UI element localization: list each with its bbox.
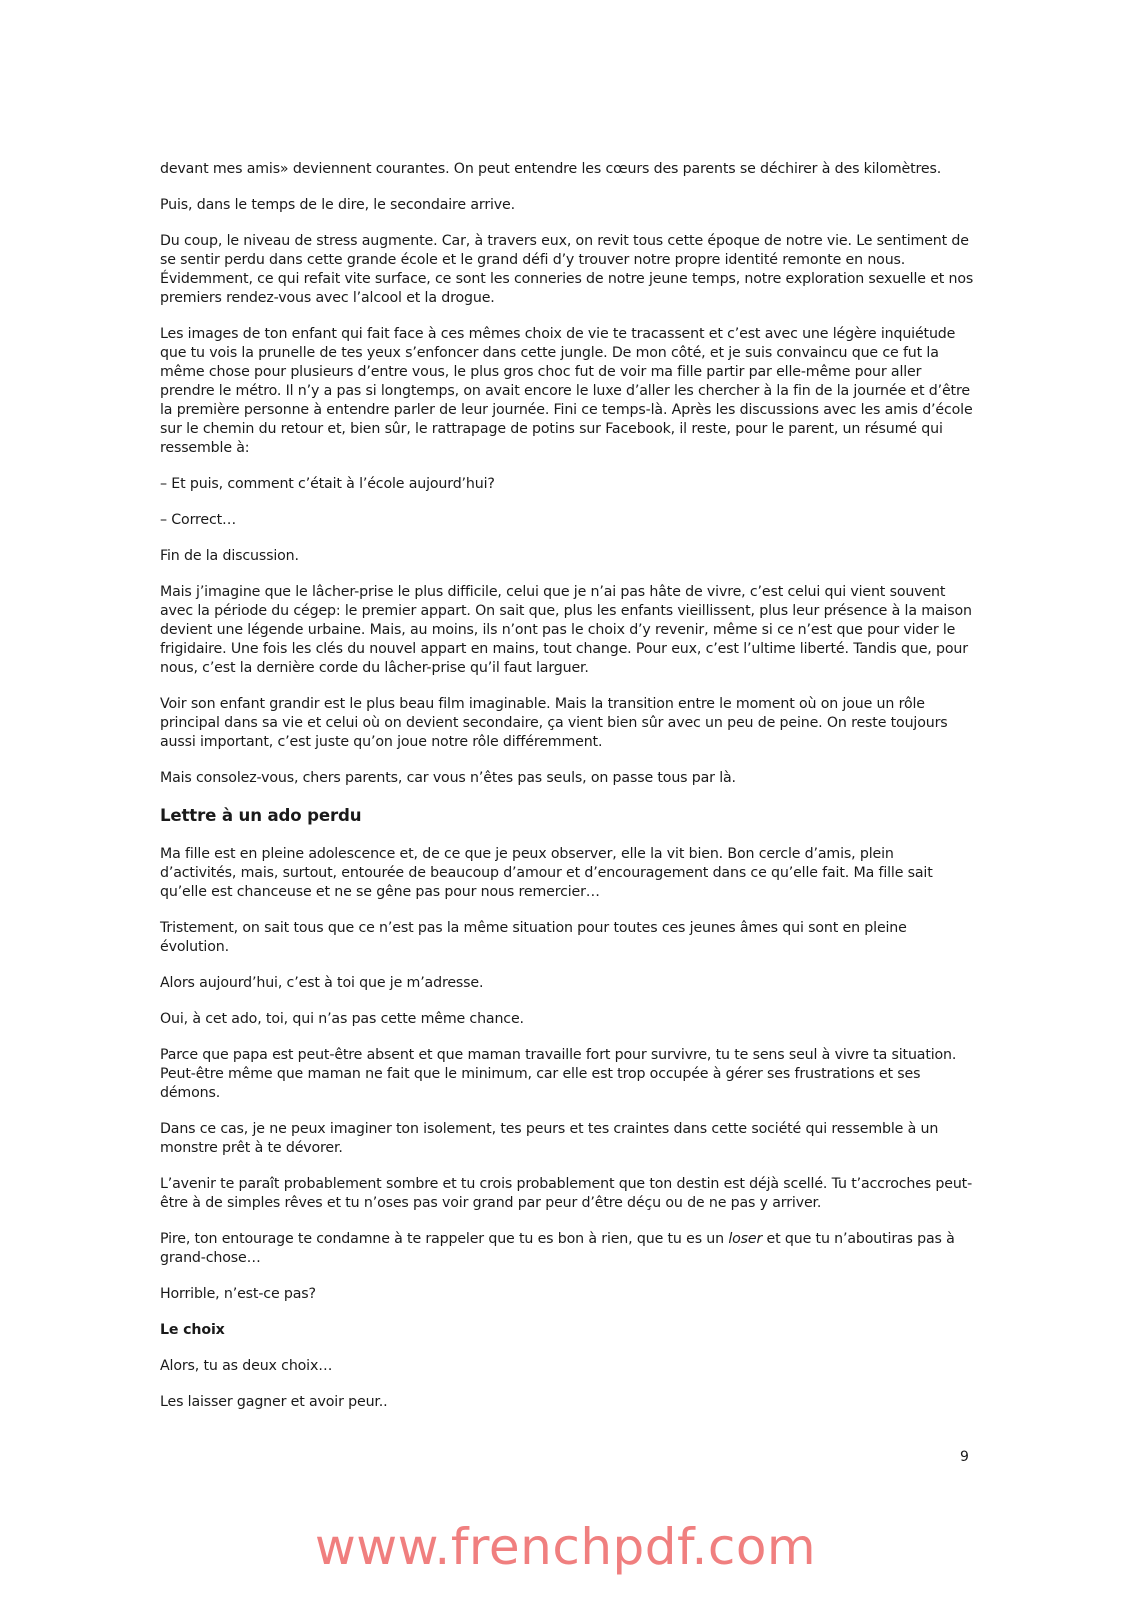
italic-word: loser: [728, 1231, 763, 1247]
paragraph: Puis, dans le temps de le dire, le secondaire arrive.: [160, 197, 515, 213]
paragraph: Mais j’imagine que le lâcher-prise le plus difficile, celui que je n’ai pas hâte de vivre, c’est celui qui vient souvent avec la période du cégep: le premier appart. On sait que, plus les enfants vieillissent, plus leur présence à la maison devient une légende urbaine. Mais, au moins, ils n’ont pas le choix d’y revenir, même si ce n’est que pour vider le frigidaire. Une fois les clés du nouvel appart en mains, tout change. Pour eux, c’est l’ultime liberté. Tandis que, pour nous, c’est la dernière corde du lâcher-prise qu’il faut larguer.: [160, 584, 972, 676]
paragraph: Alors, tu as deux choix…: [160, 1358, 333, 1374]
watermark: www.frenchpdf.com: [314, 1518, 817, 1576]
paragraph: Tristement, on sait tous que ce n’est pas la même situation pour toutes ces jeunes âmes qui sont en pleine évolution.: [160, 920, 907, 955]
page-body: [160, 160, 974, 1429]
paragraph: Horrible, n’est-ce pas?: [160, 1286, 316, 1302]
paragraph: Oui, à cet ado, toi, qui n’as pas cette même chance.: [160, 1011, 524, 1027]
pire-text-before: Pire, ton entourage te condamne à te rappeler que tu es bon à rien, que tu es un: [160, 1231, 729, 1247]
pire-text-after: et que tu n’aboutiras pas à grand-chose…: [160, 1231, 955, 1266]
paragraph: [160, 1230, 974, 1268]
page-number: 9: [960, 1449, 969, 1465]
paragraph: Alors aujourd’hui, c’est à toi que je m’adresse.: [160, 975, 484, 991]
dialogue-line: – Et puis, comment c’était à l’école aujourd’hui?: [160, 476, 495, 492]
paragraph: Voir son enfant grandir est le plus beau film imaginable. Mais la transition entre le moment où on joue un rôle principal dans sa vie et celui où on devient secondaire, ça vient bien sûr avec un peu de peine. On reste toujours aussi important, c’est juste qu’on joue notre rôle différemment.: [160, 696, 948, 750]
dialogue-line: – Correct…: [160, 512, 237, 528]
paragraph: Les images de ton enfant qui fait face à ces mêmes choix de vie te tracassent et c’est avec une légère inquiétude que tu vois la prunelle de tes yeux s’enfoncer dans cette jungle. De mon côté, et je suis convaincu que ce fut la même chose pour plusieurs d’entre vous, le plus gros choc fut de voir ma fille partir par elle-même pour aller prendre le métro. Il n’y a pas si longtemps, on avait encore le luxe d’aller les chercher à la fin de la journée et d’être la première personne à entendre parler de leur journée. Fini ce temps-là. Après les discussions avec les amis d’école sur le chemin du retour et, bien sûr, le rattrapage de potins sur Facebook, il reste, pour le parent, un résumé qui ressemble à:: [160, 326, 973, 456]
paragraph: Mais consolez-vous, chers parents, car vous n’êtes pas seuls, on passe tous par là.: [160, 770, 736, 786]
paragraph: Les laisser gagner et avoir peur..: [160, 1394, 388, 1410]
paragraph: devant mes amis» deviennent courantes. On peut entendre les cœurs des parents se déchirer à des kilomètres.: [160, 161, 942, 177]
section-title: Lettre à un ado perdu: [160, 806, 362, 825]
subheading: Le choix: [160, 1322, 225, 1338]
paragraph: Fin de la discussion.: [160, 548, 299, 564]
paragraph: L’avenir te paraît probablement sombre et tu crois probablement que ton destin est déjà scellé. Tu t’accroches peut-être à de simples rêves et tu n’oses pas voir grand par peur d’être déçu ou de ne pas y arriver.: [160, 1176, 973, 1211]
paragraph: Du coup, le niveau de stress augmente. Car, à travers eux, on revit tous cette époque de notre vie. Le sentiment de se sentir perdu dans cette grande école et le grand défi d’y trouver notre propre identité remonte en nous. Évidemment, ce qui refait vite surface, ce sont les conneries de notre jeune temps, notre exploration sexuelle et nos premiers rendez-vous avec l’alcool et la drogue.: [160, 233, 974, 306]
paragraph: Dans ce cas, je ne peux imaginer ton isolement, tes peurs et tes craintes dans cette société qui ressemble à un monstre prêt à te dévorer.: [160, 1121, 939, 1156]
paragraph: Parce que papa est peut-être absent et que maman travaille fort pour survivre, tu te sens seul à vivre ta situation. Peut-être même que maman ne fait que le minimum, car elle est trop occupée à gérer ses frustrations et ses démons.: [160, 1047, 957, 1101]
paragraph: Ma fille est en pleine adolescence et, de ce que je peux observer, elle la vit bien. Bon cercle d’amis, plein d’activités, mais, surtout, entourée de beaucoup d’amour et d’encouragement dans ce qu’elle fait. Ma fille sait qu’elle est chanceuse et ne se gêne pas pour nous remercier…: [160, 846, 933, 900]
